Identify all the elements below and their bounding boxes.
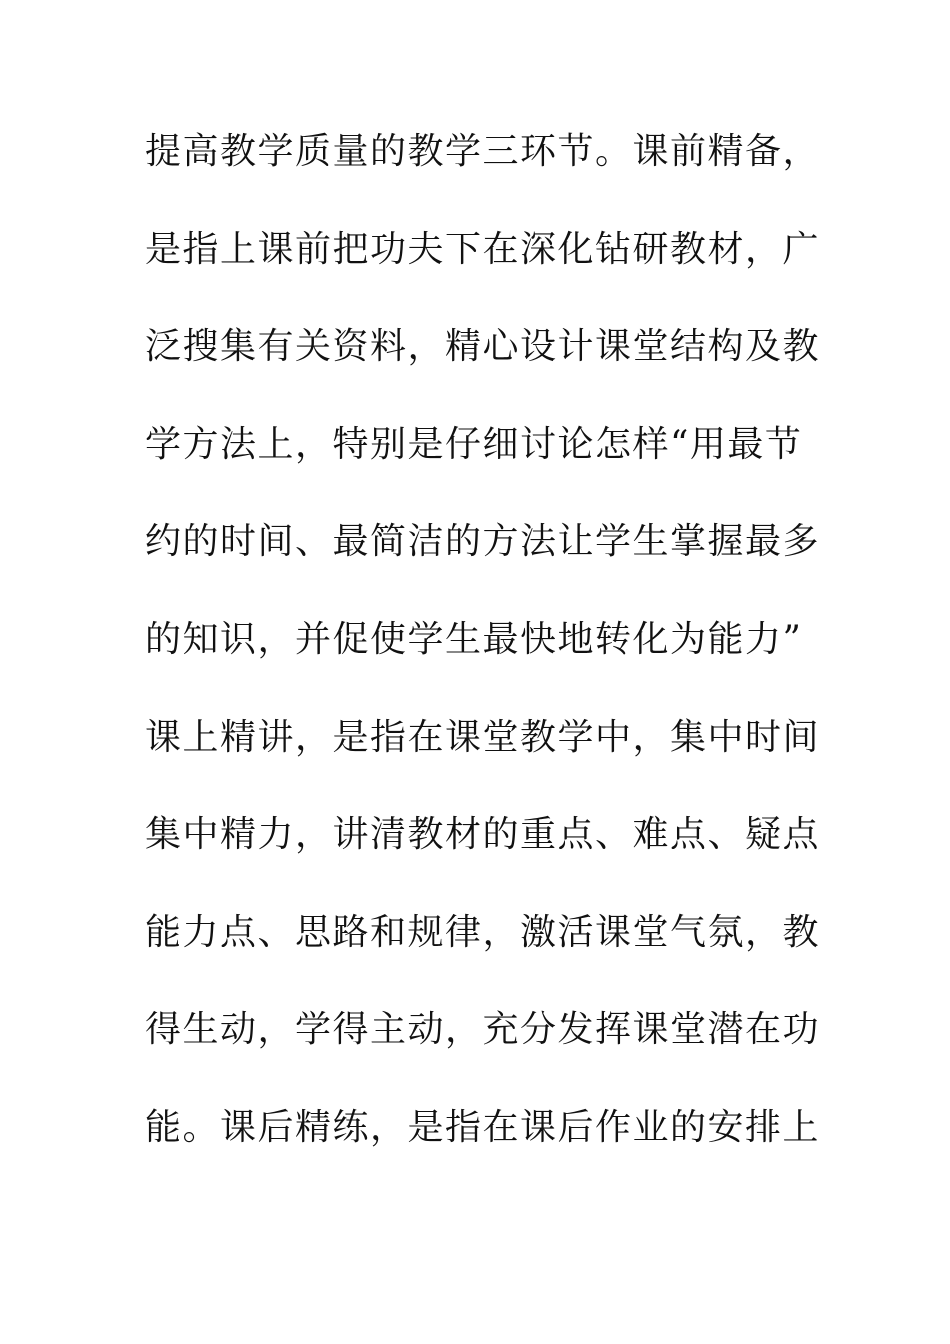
text-line: 集中精力，讲清教材的重点、难点、疑点 bbox=[145, 814, 821, 856]
text-line: 学方法上，特别是仔细讨论怎样“用最节 bbox=[145, 423, 803, 465]
body-text bbox=[145, 123, 821, 1197]
text-line: 得生动，学得主动，充分发挥课堂潜在功 bbox=[145, 1009, 821, 1051]
text-line: 是指上课前把功夫下在深化钻研教材，广 bbox=[145, 228, 821, 270]
text-line: 课上精讲，是指在课堂教学中，集中时间 bbox=[145, 716, 821, 758]
text-line: 能。课后精练，是指在课后作业的安排上 bbox=[145, 1106, 821, 1148]
text-line: 提高教学质量的教学三环节。课前精备， bbox=[145, 131, 821, 172]
text-line: 泛搜集有关资料，精心设计课堂结构及教 bbox=[145, 326, 821, 368]
text-line: 的知识，并促使学生最快地转化为能力” bbox=[145, 618, 803, 660]
text-line: 约的时间、最简洁的方法让学生掌握最多 bbox=[145, 521, 821, 563]
text-line: 能力点、思路和规律，激活课堂气氛，教 bbox=[145, 911, 821, 953]
